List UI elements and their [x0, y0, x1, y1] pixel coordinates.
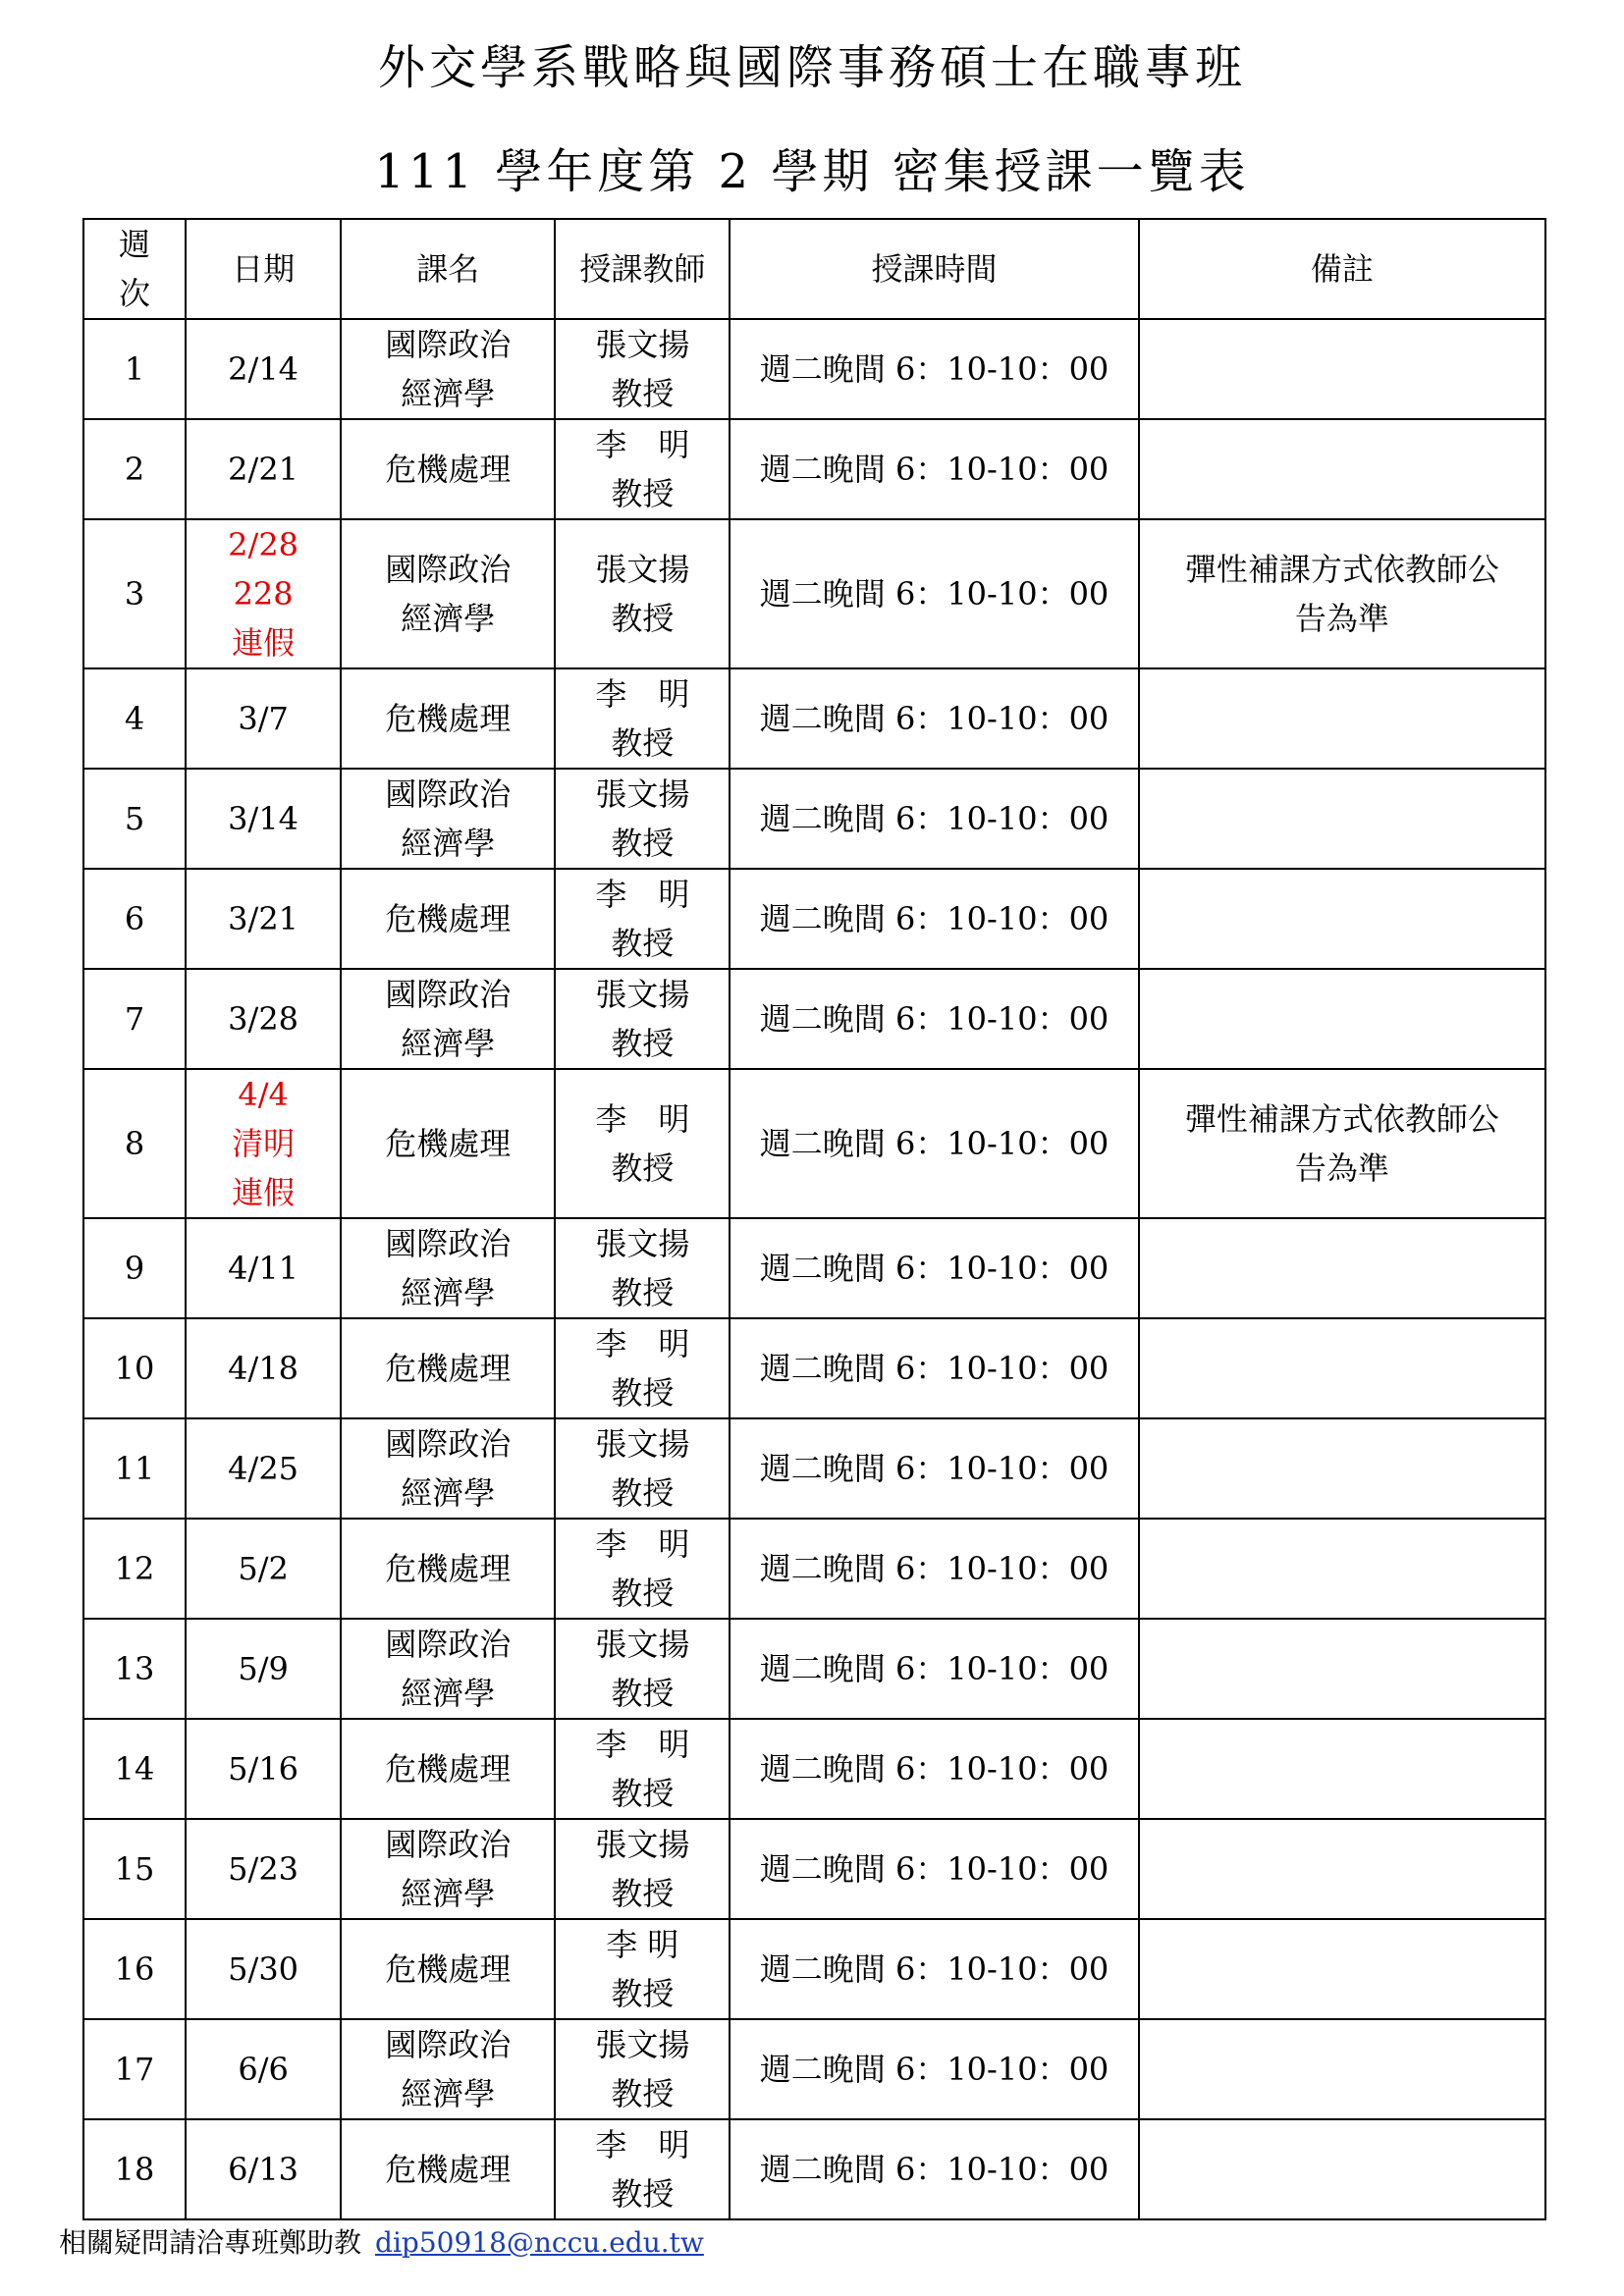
course-line: 國際政治	[385, 1425, 512, 1463]
note-cell	[1139, 1069, 1545, 1218]
course-line: 經濟學	[401, 375, 496, 412]
course-line: 危機處理	[385, 1950, 512, 1988]
date-cell	[186, 969, 341, 1069]
time-cell: 週二晚間 6：10-10：00	[730, 419, 1138, 519]
table-row	[83, 1619, 1545, 1719]
header-teacher: 授課教師	[555, 219, 730, 319]
course-cell	[341, 668, 555, 769]
time-cell: 週二晚間 6：10-10：00	[730, 519, 1138, 668]
course-line: 危機處理	[385, 900, 512, 937]
table-row	[83, 419, 1545, 519]
course-cell	[341, 1519, 555, 1619]
teacher-line: 李 明	[595, 675, 690, 713]
date-line: 3/14	[228, 800, 299, 837]
date-cell	[186, 1069, 341, 1218]
note-cell	[1139, 1218, 1545, 1318]
teacher-line: 李 明	[595, 1325, 690, 1362]
course-line: 經濟學	[401, 1474, 496, 1512]
table-row	[83, 769, 1545, 869]
note-line: 彈性補課方式依教師公	[1184, 551, 1499, 588]
note-cell	[1139, 2019, 1545, 2119]
table-row	[83, 869, 1545, 969]
time-cell: 週二晚間 6：10-10：00	[730, 319, 1138, 419]
teacher-cell	[555, 1069, 730, 1218]
course-line: 國際政治	[385, 1225, 512, 1262]
teacher-cell	[555, 519, 730, 668]
course-line: 國際政治	[385, 976, 512, 1013]
week-cell: 9	[83, 1218, 186, 1318]
time-cell: 週二晚間 6：10-10：00	[730, 1318, 1138, 1418]
course-cell	[341, 1069, 555, 1218]
course-line: 國際政治	[385, 2026, 512, 2063]
time-cell: 週二晚間 6：10-10：00	[730, 869, 1138, 969]
time-cell: 週二晚間 6：10-10：00	[730, 1218, 1138, 1318]
note-cell	[1139, 769, 1545, 869]
date-cell	[186, 869, 341, 969]
table-row	[83, 1519, 1545, 1619]
note-cell	[1139, 1819, 1545, 1919]
note-cell	[1139, 1418, 1545, 1519]
course-line: 國際政治	[385, 775, 512, 813]
date-line: 5/9	[238, 1650, 289, 1687]
course-line: 國際政治	[385, 1826, 512, 1863]
header-week-line: 週	[119, 226, 151, 263]
note-cell	[1139, 519, 1545, 668]
time-cell: 週二晚間 6：10-10：00	[730, 1919, 1138, 2019]
note-line: 彈性補課方式依教師公	[1184, 1100, 1499, 1138]
note-cell	[1139, 869, 1545, 969]
date-cell	[186, 769, 341, 869]
date-cell	[186, 1218, 341, 1318]
date-cell	[186, 1819, 341, 1919]
teacher-line: 李 明	[595, 876, 690, 913]
time-cell: 週二晚間 6：10-10：00	[730, 1719, 1138, 1819]
table-header-row	[83, 219, 1545, 319]
course-line: 危機處理	[385, 2151, 512, 2188]
teacher-cell	[555, 1719, 730, 1819]
teacher-cell	[555, 419, 730, 519]
teacher-line: 教授	[611, 925, 675, 962]
course-line: 經濟學	[401, 1025, 496, 1062]
course-line: 經濟學	[401, 825, 496, 862]
document-subtitle: 111 學年度第 2 學期 密集授課一覽表	[374, 144, 1250, 199]
time-cell: 週二晚間 6：10-10：00	[730, 969, 1138, 1069]
week-cell: 7	[83, 969, 186, 1069]
course-cell	[341, 1218, 555, 1318]
date-line: 5/23	[228, 1850, 299, 1888]
teacher-cell	[555, 869, 730, 969]
course-cell	[341, 969, 555, 1069]
week-cell: 10	[83, 1318, 186, 1418]
course-line: 危機處理	[385, 1350, 512, 1387]
table-row	[83, 1919, 1545, 2019]
teacher-line: 教授	[611, 1025, 675, 1062]
note-cell	[1139, 969, 1545, 1069]
teacher-line: 李 明	[595, 426, 690, 463]
date-line: 3/7	[238, 700, 289, 737]
table-row	[83, 1418, 1545, 1519]
teacher-line: 李 明	[595, 1100, 690, 1138]
teacher-line: 張文揚	[595, 1626, 690, 1663]
teacher-cell	[555, 769, 730, 869]
week-cell: 16	[83, 1919, 186, 2019]
header-date: 日期	[186, 219, 341, 319]
table-body	[83, 319, 1545, 2219]
teacher-line: 李 明	[606, 1926, 679, 1963]
teacher-line: 張文揚	[595, 551, 690, 588]
table-row	[83, 1218, 1545, 1318]
date-line: 2/21	[228, 451, 299, 488]
date-line: 5/30	[228, 1950, 299, 1988]
footer-contact	[59, 2221, 704, 2261]
course-line: 經濟學	[401, 600, 496, 637]
date-cell	[186, 419, 341, 519]
teacher-line: 張文揚	[595, 1425, 690, 1463]
course-line: 經濟學	[401, 1875, 496, 1912]
date-line: 6/6	[238, 2051, 289, 2088]
date-cell	[186, 1919, 341, 2019]
teacher-line: 張文揚	[595, 1826, 690, 1863]
course-cell	[341, 2119, 555, 2219]
table-row	[83, 2019, 1545, 2119]
course-cell	[341, 1719, 555, 1819]
table-row	[83, 969, 1545, 1069]
course-cell	[341, 1819, 555, 1919]
teacher-cell	[555, 1919, 730, 2019]
header-week-line: 次	[119, 275, 151, 312]
time-cell: 週二晚間 6：10-10：00	[730, 1069, 1138, 1218]
course-line: 經濟學	[401, 1274, 496, 1311]
document-title: 外交學系戰略與國際事務碩士在職專班	[377, 40, 1246, 95]
teacher-line: 教授	[611, 825, 675, 862]
teacher-line: 教授	[611, 2075, 675, 2112]
time-cell: 週二晚間 6：10-10：00	[730, 1418, 1138, 1519]
week-cell: 6	[83, 869, 186, 969]
date-cell	[186, 1519, 341, 1619]
teacher-cell	[555, 969, 730, 1069]
teacher-cell	[555, 1819, 730, 1919]
week-cell: 14	[83, 1719, 186, 1819]
course-cell	[341, 1919, 555, 2019]
date-line: 連假	[232, 1174, 296, 1211]
teacher-cell	[555, 2119, 730, 2219]
table-row	[83, 1069, 1545, 1218]
teacher-cell	[555, 1318, 730, 1418]
date-cell	[186, 1619, 341, 1719]
table-row	[83, 319, 1545, 419]
week-cell: 4	[83, 668, 186, 769]
note-cell	[1139, 419, 1545, 519]
course-line: 國際政治	[385, 1626, 512, 1663]
week-cell: 18	[83, 2119, 186, 2219]
time-cell: 週二晚間 6：10-10：00	[730, 2119, 1138, 2219]
table-row	[83, 2119, 1545, 2219]
header-week	[83, 219, 186, 319]
teacher-line: 李 明	[595, 1726, 690, 1763]
date-line: 3/28	[228, 1000, 299, 1038]
date-cell	[186, 2119, 341, 2219]
teacher-cell	[555, 668, 730, 769]
time-cell: 週二晚間 6：10-10：00	[730, 1619, 1138, 1719]
course-cell	[341, 519, 555, 668]
teacher-line: 張文揚	[595, 2026, 690, 2063]
course-cell	[341, 419, 555, 519]
date-line: 6/13	[228, 2151, 299, 2188]
note-cell	[1139, 1619, 1545, 1719]
table-row	[83, 1719, 1545, 1819]
date-line: 3/21	[228, 900, 299, 937]
time-cell: 週二晚間 6：10-10：00	[730, 1519, 1138, 1619]
teacher-line: 教授	[611, 1775, 675, 1812]
date-line: 228	[233, 575, 294, 613]
course-cell	[341, 2019, 555, 2119]
teacher-line: 教授	[611, 1875, 675, 1912]
week-cell: 12	[83, 1519, 186, 1619]
course-line: 危機處理	[385, 700, 512, 737]
date-line: 2/28	[228, 526, 299, 563]
teacher-line: 教授	[611, 1274, 675, 1311]
week-cell: 1	[83, 319, 186, 419]
note-cell	[1139, 1719, 1545, 1819]
course-cell	[341, 769, 555, 869]
date-line: 4/25	[228, 1450, 299, 1487]
date-cell	[186, 1719, 341, 1819]
time-cell: 週二晚間 6：10-10：00	[730, 668, 1138, 769]
teacher-line: 教授	[611, 724, 675, 762]
date-line: 4/4	[238, 1076, 289, 1113]
schedule-table	[82, 218, 1546, 2220]
date-line: 清明	[232, 1125, 296, 1162]
course-cell	[341, 869, 555, 969]
note-cell	[1139, 319, 1545, 419]
teacher-line: 教授	[611, 1675, 675, 1712]
note-line: 告為準	[1294, 600, 1389, 637]
footer-text: 相關疑問請洽專班鄭助教	[59, 2226, 362, 2259]
teacher-line: 張文揚	[595, 976, 690, 1013]
week-cell: 17	[83, 2019, 186, 2119]
week-cell: 8	[83, 1069, 186, 1218]
course-line: 危機處理	[385, 1550, 512, 1587]
date-line: 4/18	[228, 1350, 299, 1387]
header-time: 授課時間	[730, 219, 1138, 319]
note-cell	[1139, 2119, 1545, 2219]
course-cell	[341, 1418, 555, 1519]
teacher-line: 教授	[611, 475, 675, 512]
note-cell	[1139, 1318, 1545, 1418]
week-cell: 5	[83, 769, 186, 869]
date-cell	[186, 2019, 341, 2119]
date-cell	[186, 1318, 341, 1418]
course-line: 國際政治	[385, 326, 512, 363]
contact-email-link[interactable]: dip50918@nccu.edu.tw	[375, 2226, 704, 2259]
time-cell: 週二晚間 6：10-10：00	[730, 2019, 1138, 2119]
course-line: 危機處理	[385, 451, 512, 488]
course-line: 經濟學	[401, 1675, 496, 1712]
course-line: 危機處理	[385, 1125, 512, 1162]
header-course: 課名	[341, 219, 555, 319]
date-cell	[186, 668, 341, 769]
teacher-line: 張文揚	[595, 326, 690, 363]
teacher-line: 教授	[611, 1474, 675, 1512]
note-cell	[1139, 1519, 1545, 1619]
header-note: 備註	[1139, 219, 1545, 319]
teacher-cell	[555, 1418, 730, 1519]
week-cell: 15	[83, 1819, 186, 1919]
date-cell	[186, 319, 341, 419]
teacher-cell	[555, 1619, 730, 1719]
teacher-line: 李 明	[595, 1525, 690, 1563]
date-cell	[186, 519, 341, 668]
teacher-cell	[555, 2019, 730, 2119]
date-cell	[186, 1418, 341, 1519]
week-cell: 13	[83, 1619, 186, 1719]
teacher-line: 張文揚	[595, 1225, 690, 1262]
week-cell: 2	[83, 419, 186, 519]
table-row	[83, 1819, 1545, 1919]
note-cell	[1139, 1919, 1545, 2019]
teacher-line: 教授	[611, 1374, 675, 1412]
course-cell	[341, 1619, 555, 1719]
table-row	[83, 1318, 1545, 1418]
date-line: 2/14	[228, 350, 299, 388]
course-line: 危機處理	[385, 1750, 512, 1788]
course-cell	[341, 319, 555, 419]
teacher-line: 教授	[611, 600, 675, 637]
teacher-cell	[555, 1218, 730, 1318]
table-row	[83, 668, 1545, 769]
table-row	[83, 519, 1545, 668]
course-cell	[341, 1318, 555, 1418]
time-cell: 週二晚間 6：10-10：00	[730, 1819, 1138, 1919]
course-line: 國際政治	[385, 551, 512, 588]
teacher-line: 教授	[611, 2175, 675, 2213]
teacher-line: 李 明	[595, 2126, 690, 2163]
date-line: 5/2	[238, 1550, 289, 1587]
date-line: 4/11	[228, 1250, 299, 1287]
course-line: 經濟學	[401, 2075, 496, 2112]
teacher-line: 教授	[611, 1149, 675, 1187]
date-line: 連假	[232, 624, 296, 662]
week-cell: 3	[83, 519, 186, 668]
date-line: 5/16	[228, 1750, 299, 1788]
teacher-line: 張文揚	[595, 775, 690, 813]
note-line: 告為準	[1294, 1149, 1389, 1187]
time-cell: 週二晚間 6：10-10：00	[730, 769, 1138, 869]
teacher-line: 教授	[611, 1975, 675, 2012]
teacher-cell	[555, 1519, 730, 1619]
note-cell	[1139, 668, 1545, 769]
teacher-line: 教授	[611, 1575, 675, 1612]
teacher-line: 教授	[611, 375, 675, 412]
teacher-cell	[555, 319, 730, 419]
week-cell: 11	[83, 1418, 186, 1519]
